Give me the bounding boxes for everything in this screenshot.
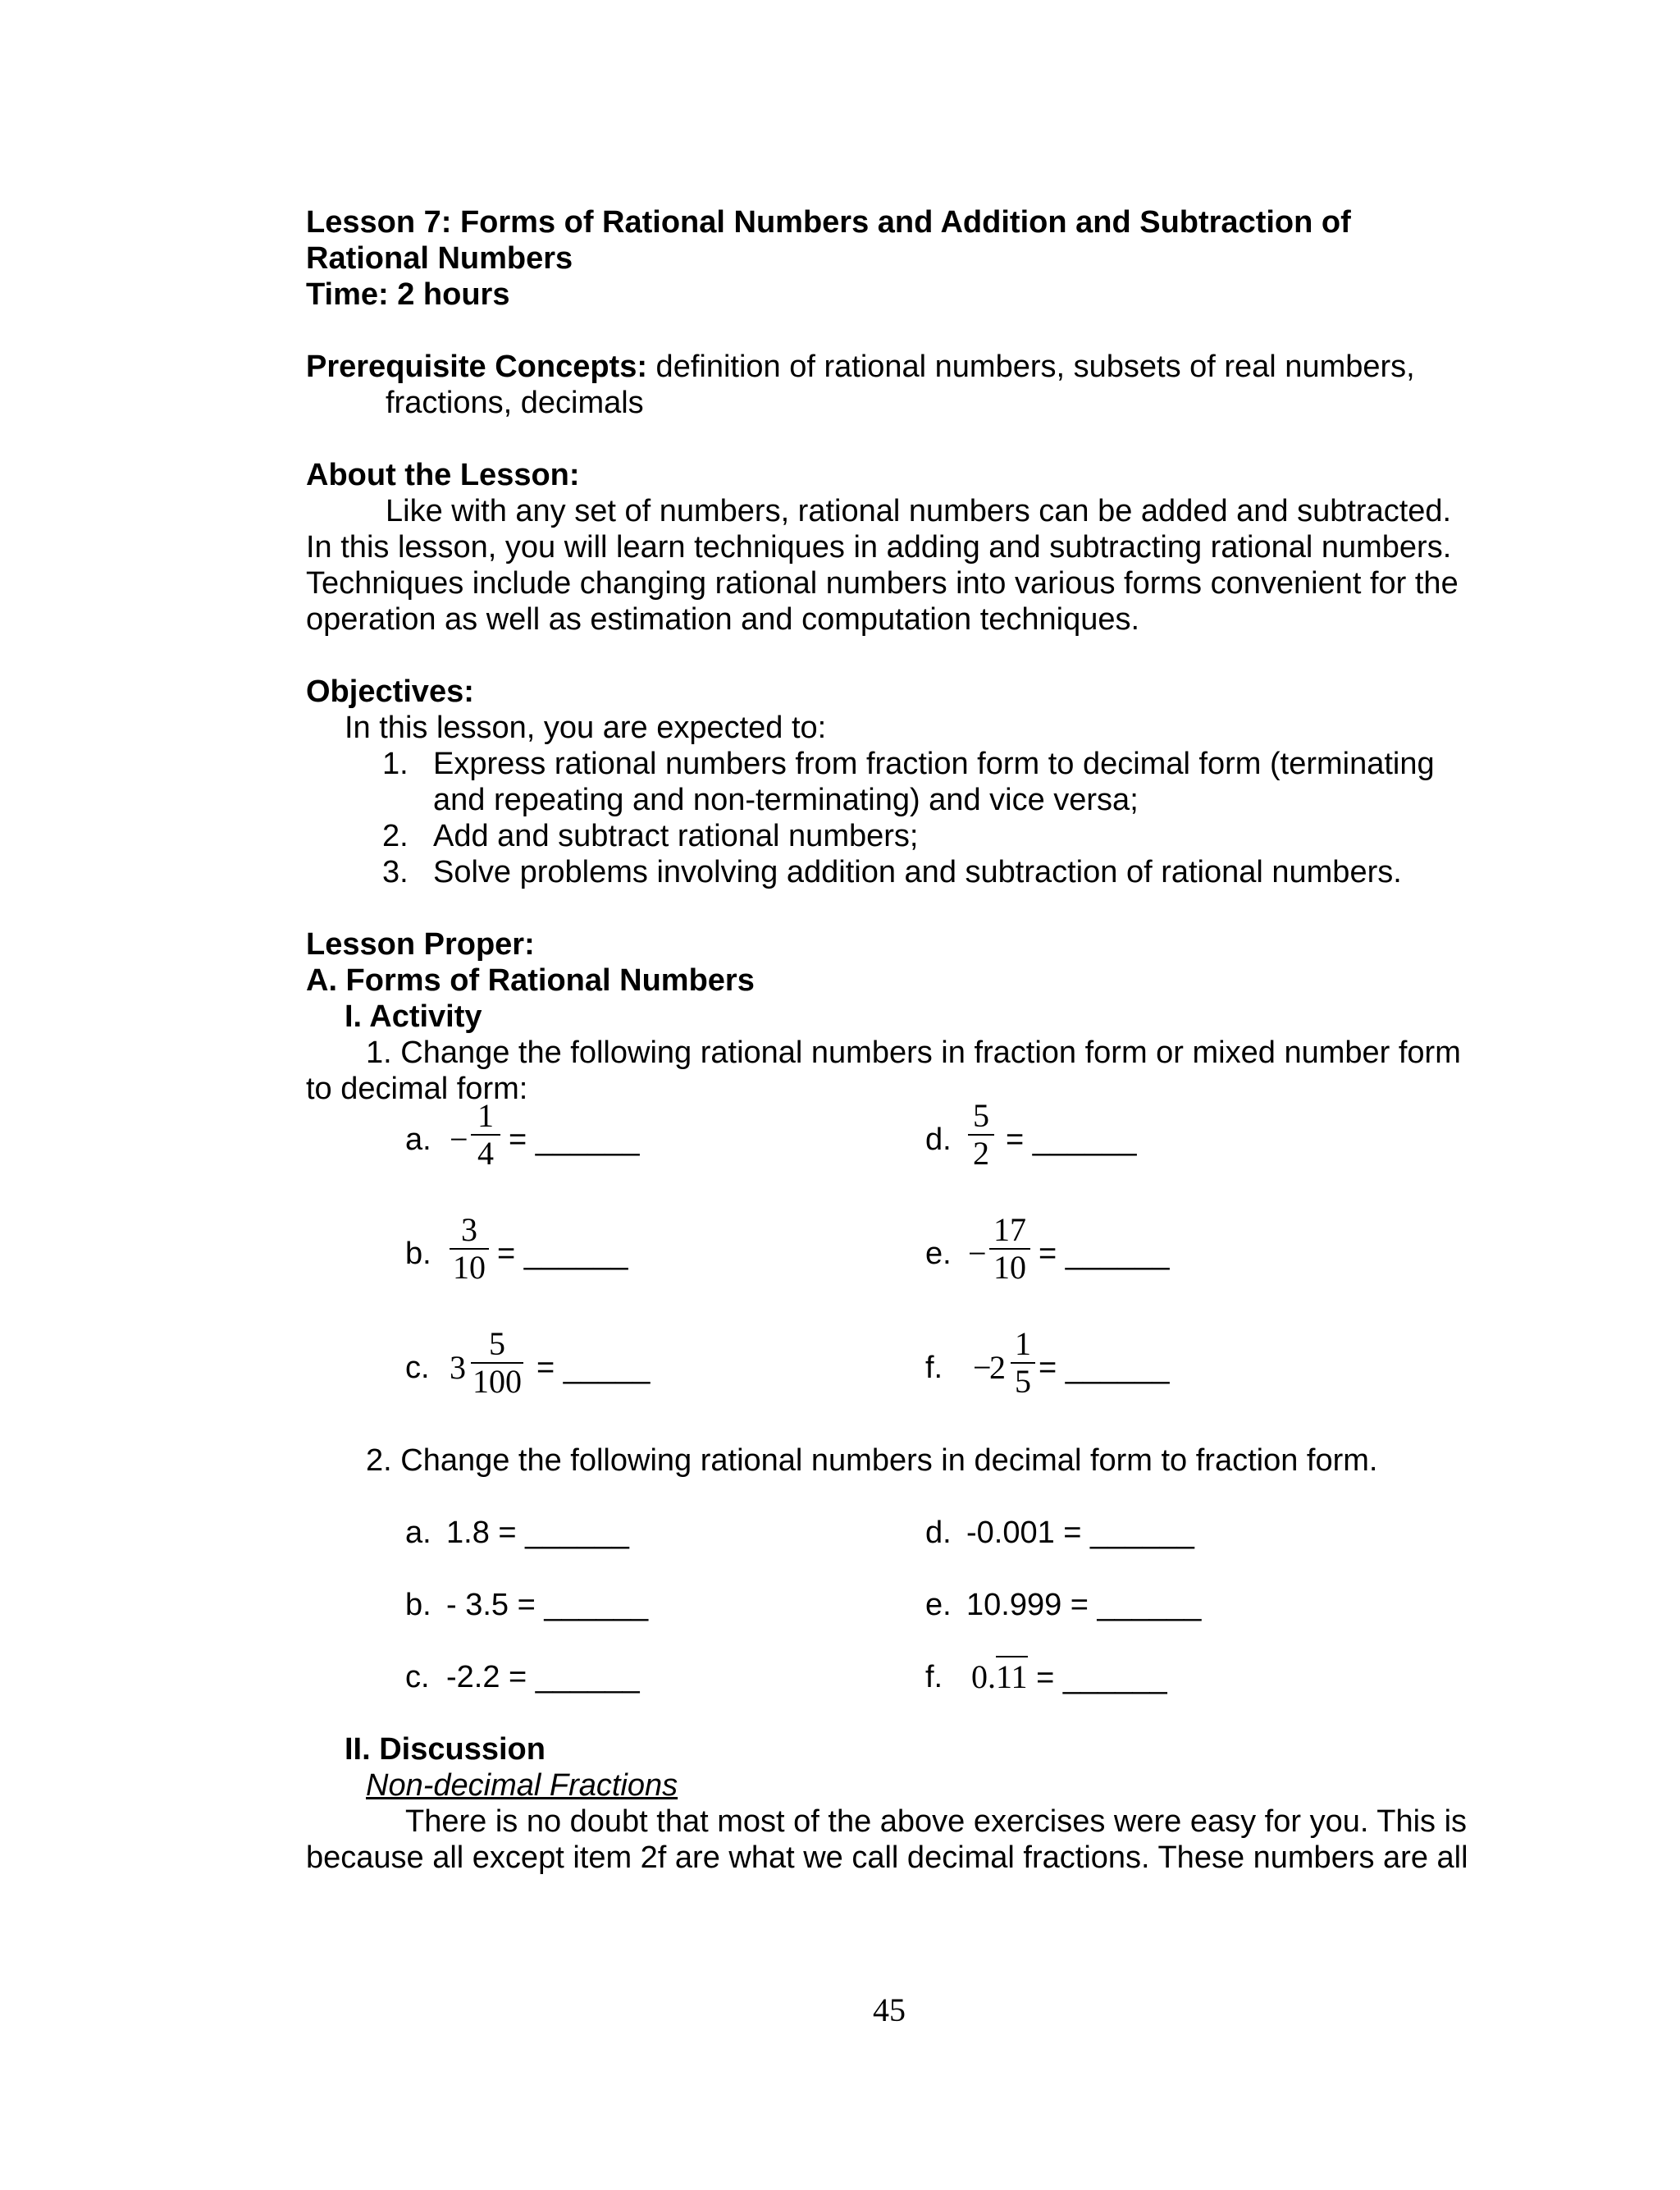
objective-text: Add and subtract rational numbers; bbox=[433, 819, 919, 853]
denominator: 4 bbox=[477, 1135, 494, 1172]
numerator: 1 bbox=[477, 1097, 494, 1134]
fraction bbox=[1011, 1325, 1035, 1400]
activity-heading: I. Activity bbox=[345, 999, 482, 1034]
denominator: 100 bbox=[472, 1363, 522, 1400]
minus-sign: − bbox=[973, 1349, 992, 1386]
item-label: d. bbox=[925, 1516, 952, 1550]
numerator: 17 bbox=[993, 1211, 1026, 1248]
lesson-title-line1: Lesson 7: Forms of Rational Numbers and Addition and Subtraction of bbox=[306, 205, 1351, 240]
answer-blank[interactable]: 1.8 = ______ bbox=[446, 1516, 629, 1550]
item-label: c. bbox=[405, 1351, 430, 1385]
answer-blank[interactable]: 10.999 = ______ bbox=[966, 1588, 1202, 1622]
about-line: In this lesson, you will learn techniques in adding and subtracting rational numbers. bbox=[306, 530, 1452, 565]
whole-number: 2 bbox=[989, 1349, 1006, 1386]
discussion-heading: II. Discussion bbox=[345, 1732, 546, 1767]
answer-blank[interactable]: = ______ bbox=[1006, 1122, 1137, 1157]
item-label: e. bbox=[925, 1237, 952, 1271]
answer-blank[interactable]: = ______ bbox=[1039, 1351, 1170, 1385]
whole-number: 3 bbox=[450, 1349, 466, 1386]
denominator: 10 bbox=[993, 1249, 1026, 1286]
item-label: a. bbox=[405, 1122, 431, 1157]
fraction bbox=[968, 1097, 994, 1172]
denominator: 2 bbox=[973, 1135, 989, 1172]
numerator: 3 bbox=[461, 1211, 477, 1248]
answer-blank[interactable]: - 3.5 = ______ bbox=[446, 1588, 649, 1622]
lesson-time: Time: 2 hours bbox=[306, 277, 510, 312]
about-line: Techniques include changing rational numbers into various forms convenient for the bbox=[306, 566, 1459, 601]
answer-blank[interactable]: = ______ bbox=[1027, 1661, 1167, 1695]
answer-blank[interactable]: -2.2 = ______ bbox=[446, 1660, 640, 1694]
task2-instruction: 2. Change the following rational numbers in decimal form to fraction form. bbox=[366, 1443, 1378, 1478]
page-number: 45 bbox=[873, 1991, 906, 2028]
repeating-decimal bbox=[971, 1659, 1167, 1696]
objective-text: Solve problems involving addition and subtraction of rational numbers. bbox=[433, 855, 1402, 889]
prerequisite-line2: fractions, decimals bbox=[386, 386, 644, 420]
denominator: 10 bbox=[453, 1249, 486, 1286]
objective-number: 3. bbox=[382, 855, 409, 889]
answer-blank[interactable]: -0.001 = ______ bbox=[966, 1516, 1194, 1550]
item-label: e. bbox=[925, 1588, 952, 1622]
item-label: f. bbox=[925, 1351, 943, 1385]
answer-blank[interactable]: = ______ bbox=[497, 1237, 628, 1271]
objectives-intro: In this lesson, you are expected to: bbox=[345, 711, 827, 745]
item-label: b. bbox=[405, 1588, 431, 1622]
objective-number: 1. bbox=[382, 747, 409, 781]
about-line: operation as well as estimation and computation techniques. bbox=[306, 602, 1140, 637]
objective-text: Express rational numbers from fraction form to decimal form (terminating bbox=[433, 747, 1435, 781]
lesson-proper-heading: Lesson Proper: bbox=[306, 927, 535, 962]
prerequisite-label: Prerequisite Concepts: bbox=[306, 350, 647, 384]
fraction bbox=[471, 1097, 500, 1172]
task1-instruction-cont: to decimal form: bbox=[306, 1072, 528, 1106]
discussion-subheading: Non-decimal Fractions bbox=[366, 1768, 678, 1803]
item-label: a. bbox=[405, 1516, 431, 1550]
numerator: 5 bbox=[973, 1097, 989, 1134]
repeating-digits: 11 bbox=[996, 1656, 1028, 1695]
objectives-heading: Objectives: bbox=[306, 674, 474, 709]
answer-blank[interactable]: = ______ bbox=[1039, 1237, 1170, 1271]
denominator: 5 bbox=[1015, 1363, 1031, 1400]
prerequisite-line1 bbox=[306, 349, 1415, 385]
item-label: b. bbox=[405, 1237, 431, 1271]
objective-number: 2. bbox=[382, 819, 409, 853]
discussion-line: There is no doubt that most of the above exercises were easy for you. This is bbox=[405, 1804, 1468, 1839]
item-label: d. bbox=[925, 1122, 952, 1157]
numerator: 1 bbox=[1015, 1325, 1031, 1362]
discussion-line: because all except item 2f are what we call decimal fractions. These numbers are all bbox=[306, 1840, 1468, 1875]
section-a-heading: A. Forms of Rational Numbers bbox=[306, 963, 755, 998]
minus-sign: − bbox=[450, 1121, 468, 1158]
fraction bbox=[989, 1211, 1030, 1286]
item-label: c. bbox=[405, 1660, 430, 1694]
objective-text: and repeating and non-terminating) and vice versa; bbox=[433, 783, 1139, 817]
item-label: f. bbox=[925, 1660, 943, 1694]
about-heading: About the Lesson: bbox=[306, 458, 580, 492]
about-line: Like with any set of numbers, rational numbers can be added and subtracted. bbox=[386, 494, 1452, 528]
numerator: 5 bbox=[489, 1325, 505, 1362]
fraction bbox=[471, 1325, 523, 1400]
lesson-title-line2: Rational Numbers bbox=[306, 241, 573, 276]
answer-blank[interactable]: = ______ bbox=[509, 1122, 640, 1157]
answer-blank[interactable]: = _____ bbox=[536, 1351, 651, 1385]
minus-sign: − bbox=[968, 1235, 987, 1272]
task1-instruction: 1. Change the following rational numbers in fraction form or mixed number form bbox=[366, 1036, 1461, 1070]
fraction bbox=[450, 1211, 489, 1286]
decimal-base: 0. bbox=[971, 1658, 996, 1695]
prerequisite-text: definition of rational numbers, subsets of real numbers, bbox=[647, 350, 1415, 384]
